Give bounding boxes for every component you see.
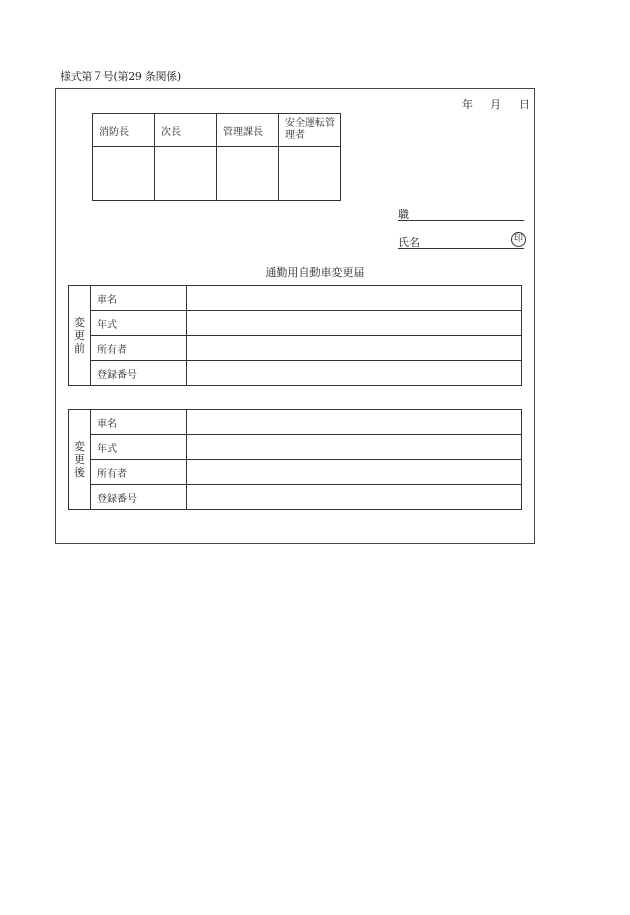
stamp-cell-manager[interactable] [217,147,279,201]
date-month-label: 月 [490,98,501,111]
before-value-car-name[interactable] [187,286,522,311]
before-change-table [68,285,522,386]
before-label-registration: 登録番号 [91,361,187,386]
name-label: 氏名 [398,236,420,249]
before-value-owner[interactable] [187,336,522,361]
approval-header-chief: 消防長 [93,114,155,147]
after-value-registration[interactable] [187,485,522,510]
date-day-label: 日 [519,98,530,111]
before-label-car-name: 車名 [91,286,187,311]
document-title: 通勤用自動車変更届 [265,266,365,279]
after-side-label: 変 更 後 [69,410,91,510]
before-side-label: 変 更 前 [69,286,91,386]
after-value-owner[interactable] [187,460,522,485]
before-value-model-year[interactable] [187,311,522,336]
approval-stamp-table [92,113,341,201]
date-year-label: 年 [462,98,473,111]
after-value-model-year[interactable] [187,435,522,460]
stamp-cell-deputy[interactable] [155,147,217,201]
after-change-table [68,409,522,510]
approval-header-manager: 管理課長 [217,114,279,147]
approval-header-deputy: 次長 [155,114,217,147]
after-label-model-year: 年式 [91,435,187,460]
position-field[interactable] [398,206,524,221]
after-label-registration: 登録番号 [91,485,187,510]
before-label-model-year: 年式 [91,311,187,336]
after-value-car-name[interactable] [187,410,522,435]
after-label-owner: 所有者 [91,460,187,485]
before-value-registration[interactable] [187,361,522,386]
approval-header-safety-manager: 安全運転管理者 [279,114,341,147]
stamp-cell-safety-manager[interactable] [279,147,341,201]
before-label-owner: 所有者 [91,336,187,361]
after-label-car-name: 車名 [91,410,187,435]
seal-mark: 印 [511,232,526,247]
form-caption: 様式第７号(第29 条関係) [60,70,181,83]
stamp-cell-chief[interactable] [93,147,155,201]
name-field[interactable] [398,234,524,249]
position-label: 職 [398,208,409,221]
